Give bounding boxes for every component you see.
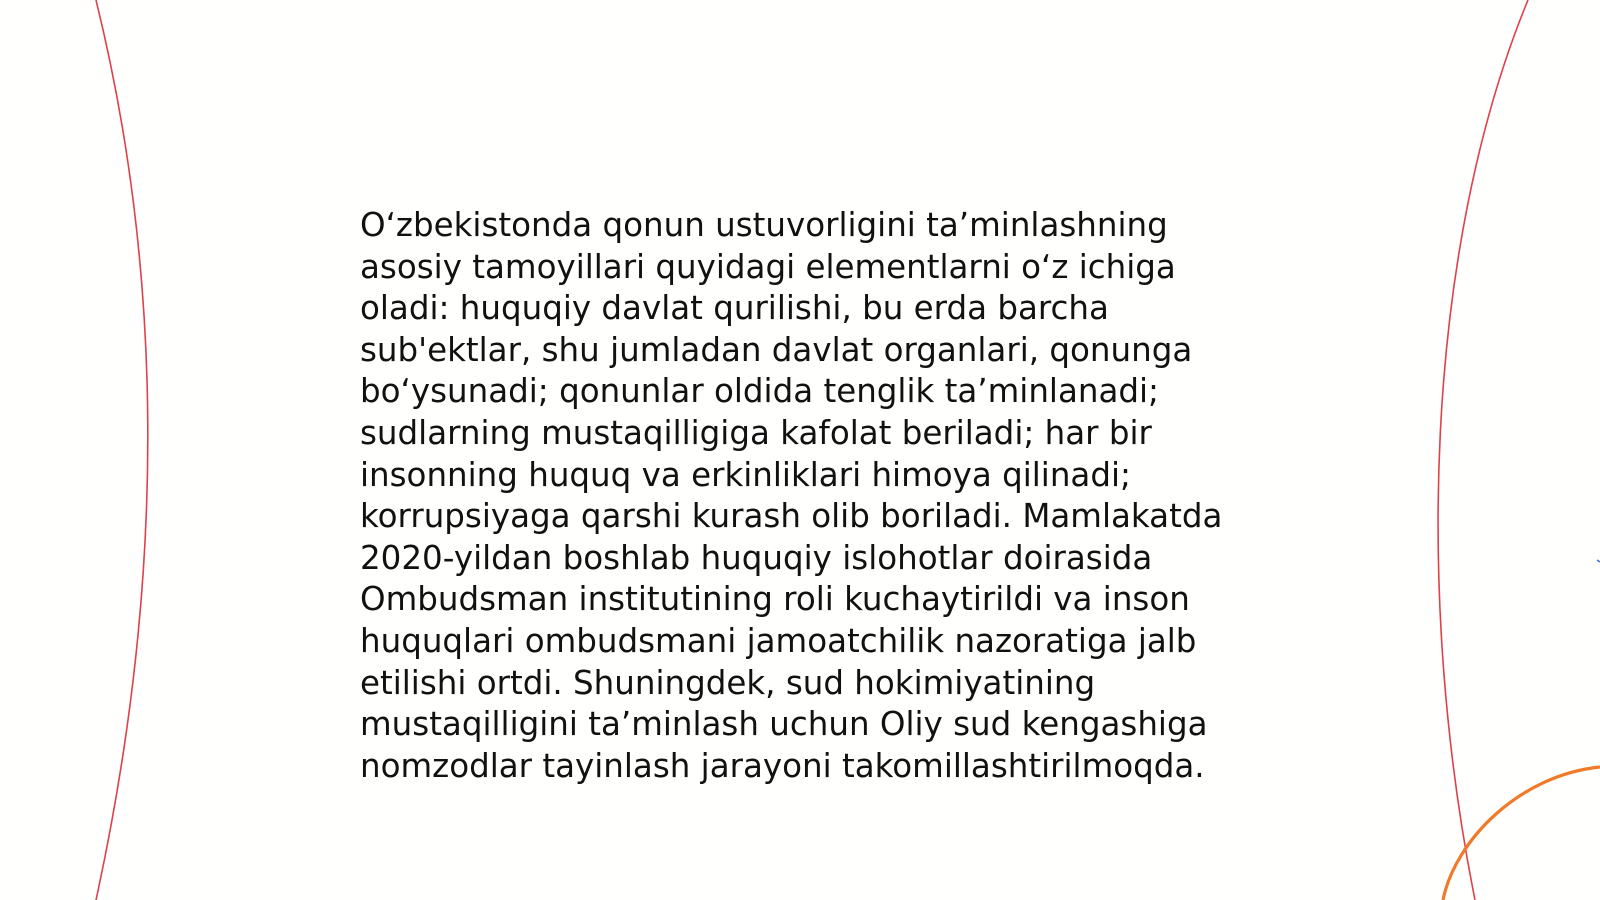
body-text: O‘zbekistonda qonun ustuvorligini ta’minlashning asosiy tamoyillari quyidagi elementlarni o‘z ichiga oladi: huquqiy davlat qurilishi, bu erda barcha sub'ektlar, shu jumladan davlat organlari, qonunga bo‘ysunadi; qonunlar oldida tenglik ta’minlanadi; sudlarning mustaqilligiga kafolat beriladi; har bir insonning huquq va erkinliklari himoya qilinadi; korrupsiyaga qarshi kurash olib boriladi. Mamlakatda 2020-yildan boshlab huquqiy islohotlar doirasida Ombudsman institutining roli kuchaytirildi va inson huquqlari ombudsmani jamoatchilik nazoratiga jalb etilishi ortdi. Shuningdek, sud hokimiyatining mustaqilligini ta’minlash uchun Oliy sud kengashiga nomzodlar tayinlash jarayoni takomillashtirilmoqda. [360,206,1223,785]
orange-arc [1443,767,1600,900]
left-red-curve [96,0,148,900]
right-red-curve [1438,0,1528,900]
